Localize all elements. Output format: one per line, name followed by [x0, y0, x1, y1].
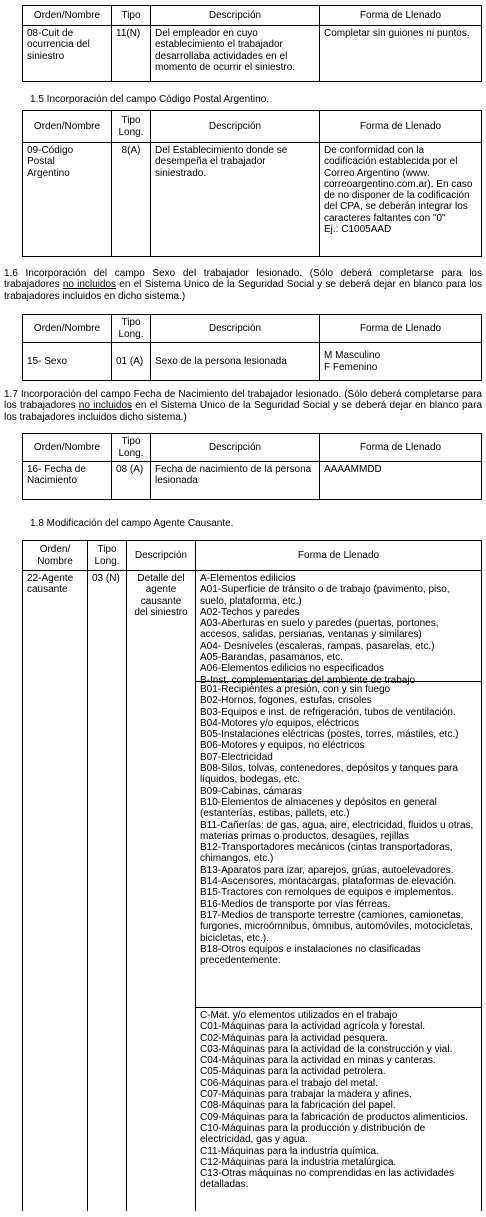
cell-orden: 15- Sexo: [23, 343, 112, 381]
header-tipo: Tipo Long.: [112, 434, 151, 462]
table-header-row: [23, 315, 482, 343]
header-tipo: Tipo Long.: [112, 111, 151, 143]
header-forma: Forma de Llenado: [320, 315, 482, 343]
header-tipo: Tipo Long.: [112, 315, 151, 343]
cell-tipo: 8(A): [112, 143, 151, 257]
table-codigo-postal: [22, 110, 482, 257]
cell-forma: AAAAMMDD: [320, 462, 482, 500]
section-text-start: 1.7 Incorporación del campo Fecha de Nacimiento del trabajador lesionado. (Sólo deberá completarse para los trabajadores: [4, 389, 482, 412]
header-orden: Orden/Nombre: [23, 111, 112, 143]
cell-descripcion: Fecha de nacimiento de la persona lesionada: [151, 462, 320, 500]
section-text-underlined: no incluidos: [78, 400, 133, 412]
cell-tipo: 11(N): [112, 26, 151, 82]
cell-orden: 16- Fecha de Nacimiento: [23, 462, 112, 500]
cell-forma: De conformidad con la codificación establecida por el Correo Argentino (www. correoargentino.com.ar). En caso de no disponer de la codificación del CPA, se deberán integrar los caracteres faltantes con "0" Ej.: C1005AAD: [320, 143, 482, 257]
agent-block-a: A-Elementos edilicios A01-Superficie de tránsito o de trabajo (pavimento, piso, suelo, plataforma, etc.) A02-Techos y paredes A03-Aberturas en suelo y paredes (puertas, portones, accesos, salidas, persianas, ventanas y similares) A04- Desniveles (escaleras, rampas, pasarelas, etc.) A05-Barandas, pasamanos, etc. A06-Elementos edilicios no especificados B-Inst. complementarias del ambiente de trabajo: [196, 571, 481, 682]
table-agente-causante: [22, 540, 482, 1211]
table-header-row: [23, 434, 482, 462]
cell-descripcion: Del Establecimiento donde se desempeña el trabajador siniestrado.: [151, 143, 320, 257]
cell-descripcion: Detalle del agente causante del siniestro: [127, 571, 196, 1212]
cell-orden: 08-Cuit de ocurrencia del siniestro: [23, 26, 112, 82]
cell-forma: Completar sin guiones ni puntos.: [320, 26, 482, 82]
section-text-underlined: no incluidos: [62, 279, 117, 291]
header-orden: Orden/ Nombre: [23, 541, 88, 571]
header-tipo: Tipo: [112, 6, 151, 26]
table-sexo: [22, 314, 482, 381]
cell-orden: 09-Código Postal Argentino: [23, 143, 112, 257]
header-forma: Forma de Llenado: [320, 6, 482, 26]
table-cuit-ocurrencia: [22, 5, 482, 82]
header-descripcion: Descripción: [151, 6, 320, 26]
header-orden: Orden/Nombre: [23, 315, 112, 343]
cell-orden: 22-Agente causante: [23, 571, 88, 1212]
table-header-row: [23, 541, 482, 571]
table-row: [23, 462, 482, 500]
cell-descripcion: Del empleador en cuyo establecimiento el trabajador desarrollaba actividades en el momento de ocurrir el siniestro.: [151, 26, 320, 82]
table-row: [23, 26, 482, 82]
section-text-end: en el Sistema Unico de la Seguridad Social y se deberá dejar en blanco para los trabajadores incluidos dicho sistema.): [4, 400, 483, 423]
table-row: [23, 571, 482, 1212]
header-orden: Orden/Nombre: [23, 434, 112, 462]
section-heading-1-5: 1.5 Incorporación del campo Código Postal Argentino.: [30, 94, 270, 105]
cell-forma: [196, 571, 482, 1212]
header-orden: Orden/Nombre: [23, 6, 112, 26]
section-heading-1-6: [4, 268, 482, 302]
section-text-start: 1.6 Incorporación del campo Sexo del trabajador lesionado. (Sólo deberá completarse para los trabajadores: [4, 268, 482, 291]
header-forma: Forma de Llenado: [320, 111, 482, 143]
table-header-row: [23, 111, 482, 143]
table-fecha-nacimiento: [22, 433, 482, 500]
header-forma: Forma de Llenado: [196, 541, 482, 571]
header-descripcion: Descripción: [127, 541, 196, 571]
header-descripcion: Descripción: [151, 111, 320, 143]
agent-block-c: C-Mat. y/o elementos utilizados en el trabajo C01-Máquinas para la actividad agrícola y forestal. C02-Máquinas para la actividad pesquera. C03-Máquinas para la actividad de la construcción y vial. C04-Máquinas para la actividad en minas y canteras. C05-Máquinas para la actividad petrolera. C06-Máquinas para el trabajo del metal. C07-Máquinas para trabajar la madera y afines. C08-Máquinas para la fabricación del papel. C09-Máquinas para la fabricación de productos alimenticios. C10-Máquinas para la producción y distribución de electricidad, gas y agua. C11-Máquinas para la industria química. C12-Máquinas para la industria metalúrgica. C13-Otras máquinas no comprendidas en las actividades detalladas.: [200, 1010, 468, 1191]
section-text-end: en el Sistema Unico de la Seguridad Social y se deberá dejar en blanco para los trabajadores incluidos en dicho sistema.): [4, 279, 483, 302]
cell-tipo: 03 (N): [88, 571, 127, 1212]
header-descripcion: Descripción: [151, 315, 320, 343]
cell-descripcion: Sexo de la persona lesionada: [151, 343, 320, 381]
header-descripcion: Descripción: [151, 434, 320, 462]
table-row: [23, 143, 482, 257]
cell-tipo: 01 (A): [112, 343, 151, 381]
cell-forma: M Masculino F Femenino: [320, 343, 482, 381]
header-tipo: Tipo Long.: [88, 541, 127, 571]
cell-tipo: 08 (A): [112, 462, 151, 500]
header-forma: Forma de Llenado: [320, 434, 482, 462]
table-row: [23, 343, 482, 381]
agent-block-b: B01-Recipientes a presión, con y sin fuego B02-Hornos, fogones, estufas, crisoles B03-Equipos e inst. de refrigeración, tubos de ventilación. B04-Motores y/o equipos, eléctricos B05-Instalaciones eléctricas (postes, torres, mástiles, etc.) B06-Motores y equipos, no eléctricos B07-Electricidad B08-Silos, tolvas, contenedores, depósitos y tanques para líquidos, bodegas, etc. B09-Cabinas, cámaras B10-Elementos de almacenes y depósitos en general (estanterías, estibas, pallets, etc.) B11-Cañerías: de gas, agua, aire, electricidad, fluidos u otras, materias primas o productos, desagües, rejillas B12-Transportadores mecánicos (cintas transportadoras, chimangos, etc.) B13-Aparatos para izar, aparejos, grúas, autoelevadores. B14-Ascensores, montacargas, plataformas de elevación. B15-Tractores con remolques de equipos e implementos. B16-Medios de transporte por vías férreas. B17-Medios de transporte terrestre (camiones, camionetas, furgones, microómnibus, ómnibus, automóviles, motocicletas, bicicletas, etc.). B18-Otros equipos e instalaciones no clasificadas precedentemente.: [196, 682, 481, 1008]
table-header-row: [23, 6, 482, 26]
section-heading-1-7: [4, 389, 482, 423]
section-heading-1-8: 1.8 Modificación del campo Agente Causante.: [30, 518, 234, 529]
